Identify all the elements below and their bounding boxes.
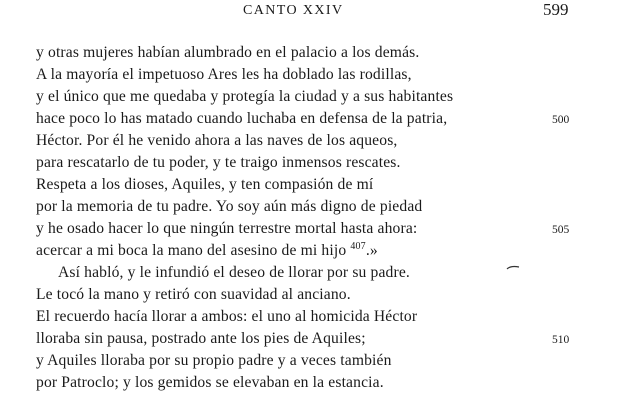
verse-line: acercar a mi boca la mano del asesino de mi hijo $^{407}$.» (36, 241, 378, 259)
verse-line: y el único que me quedaba y protegía la ciudad y a sus habitantes (36, 88, 454, 105)
verse-line: por Patroclo; y los gemidos se elevaban en la estancia. (36, 374, 384, 391)
page-header (0, 0, 617, 22)
page-number: 599 (543, 0, 569, 19)
verse-line: El recuerdo hacía llorar a ambos: el uno al homicida Héctor (36, 308, 418, 325)
verse-line: y he osado hacer lo que ningún terrestre mortal hasta ahora: (36, 220, 418, 237)
verse-line: para rescatarlo de tu poder, y te traigo inmensos rescates. (36, 154, 401, 171)
line-number: 505 (552, 224, 570, 236)
running-head: CANTO XXIV (243, 3, 344, 18)
verse-line: Héctor. Por él he venido ahora a las naves de los aqueos, (36, 132, 398, 149)
verse-line: por la memoria de tu padre. Yo soy aún más digno de piedad (36, 198, 423, 215)
ink-mark (506, 265, 520, 271)
verse-line: y Aquiles lloraba por su propio padre y a veces también (36, 352, 392, 369)
verse-line: y otras mujeres habían alumbrado en el palacio a los demás. (36, 44, 420, 61)
verse-line: Así habló, y le infundió el deseo de llorar por su padre. (58, 264, 410, 281)
verse-line: A la mayoría el impetuoso Ares les ha doblado las rodillas, (36, 66, 412, 83)
verse-line: Respeta a los dioses, Aquiles, y ten compasión de mí (36, 176, 374, 193)
verse-line: Le tocó la mano y retiró con suavidad al anciano. (36, 286, 351, 303)
verse-line: hace poco lo has matado cuando luchaba en defensa de la patria, (36, 110, 448, 127)
line-number: 510 (552, 334, 570, 346)
footnote-reference[interactable]: 407 (350, 241, 366, 252)
line-number: 500 (552, 114, 570, 126)
verse-line: lloraba sin pausa, postrado ante los pies de Aquiles; (36, 330, 366, 347)
